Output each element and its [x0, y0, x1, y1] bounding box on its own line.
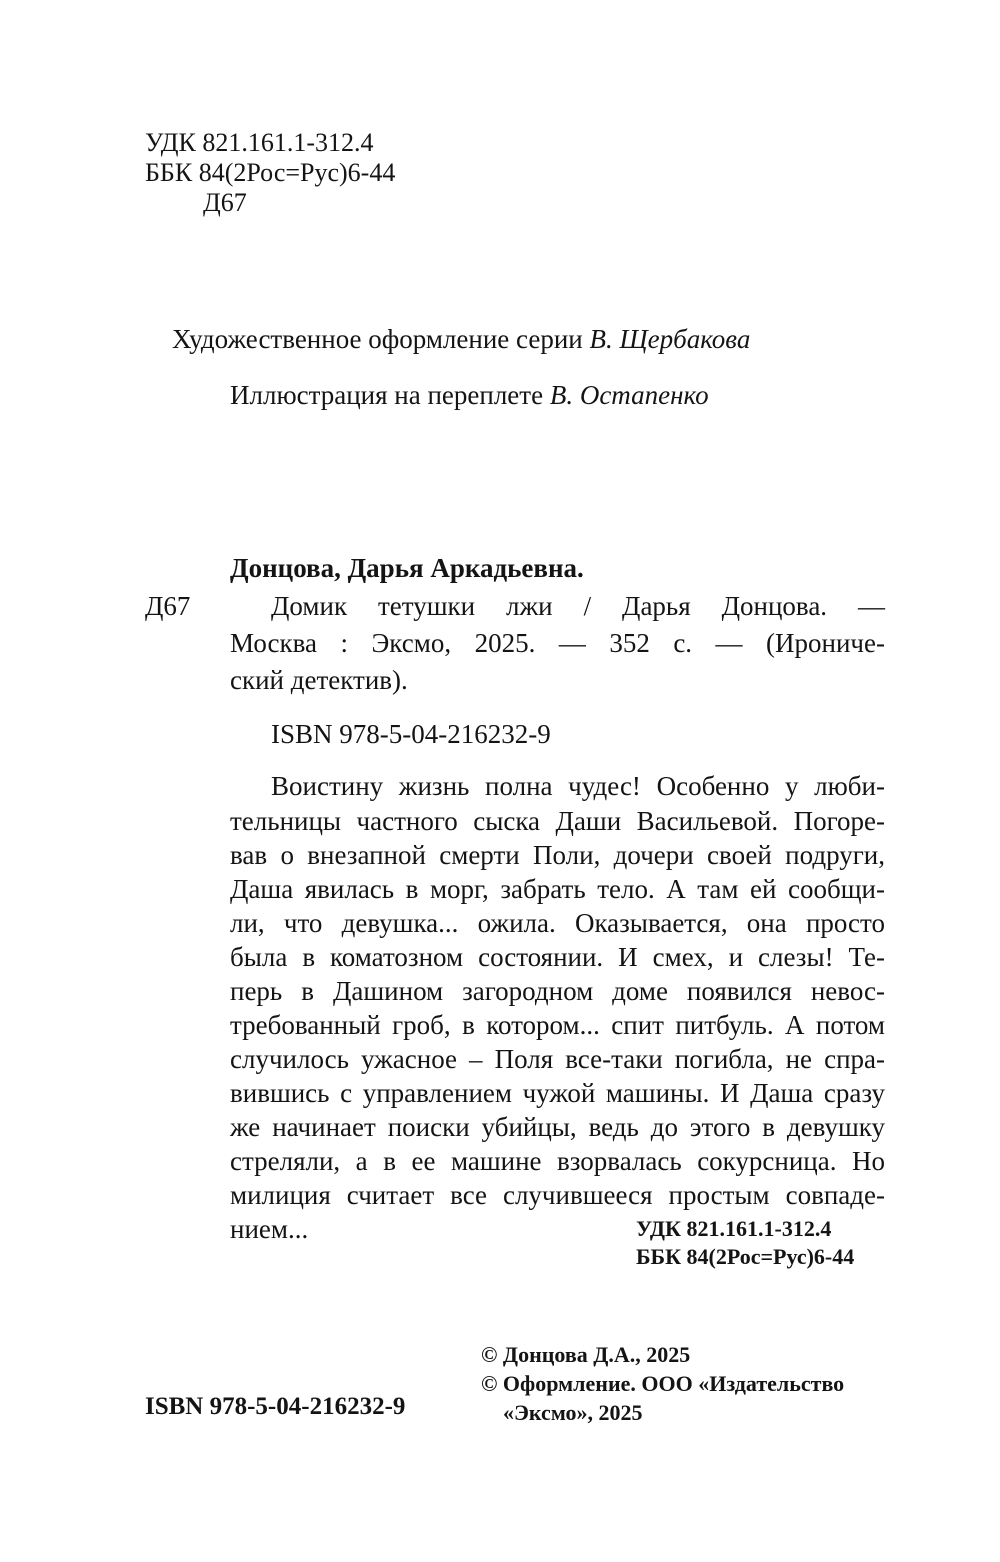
series-design-credit [172, 324, 750, 355]
series-design-name: В. Щербакова [589, 324, 751, 354]
annotation-line: стреляли, а в ее машине взорвалась сокурсница. Но [230, 1146, 885, 1176]
illustration-credit [230, 380, 709, 411]
annotation-line: была в коматозном состоянии. И смех, и слезы! Те- [230, 942, 885, 972]
description-line: Домик тетушки лжи / Дарья Донцова. — [271, 591, 885, 621]
catalog-isbn: ISBN 978-5-04-216232-9 [271, 719, 551, 749]
description-line: ский детектив). [230, 665, 408, 695]
copyright-author: © Донцова Д.А., 2025 [481, 1342, 691, 1367]
illustration-label: Иллюстрация на переплете [230, 380, 544, 410]
annotation-line: вившись с управлением чужой машины. И Даша сразу [230, 1078, 885, 1108]
illustration-name: В. Остапенко [549, 380, 709, 410]
author-heading: Донцова, Дарья Аркадьевна. [230, 553, 584, 583]
annotation-line: милиция считает все случившееся простым совпаде- [230, 1180, 885, 1210]
annotation-line: Воистину жизнь полна чудес! Особенно у люби- [271, 771, 885, 801]
annotation-line: требованный гроб, в котором... спит питбуль. А потом [230, 1010, 885, 1040]
annotation-line: перь в Дашином загородном доме появился невос- [230, 976, 885, 1006]
bbk-code: ББК 84(2Рос=Рус)6-44 [145, 158, 396, 187]
catalog-code: Д67 [145, 591, 191, 621]
udk-code: УДК 821.161.1-312.4 [145, 128, 374, 157]
footer-isbn: ISBN 978-5-04-216232-9 [145, 1393, 406, 1420]
annotation-line: нием... [230, 1214, 309, 1244]
udk-code-bold: УДК 821.161.1-312.4 [636, 1216, 832, 1241]
author-mark: Д67 [203, 188, 247, 217]
annotation-line: случилось ужасное – Поля все-таки погибла, не спра- [230, 1044, 885, 1074]
annotation-line: же начинает поиски убийцы, ведь до этого в девушку [230, 1112, 885, 1142]
annotation-line: вав о внезапной смерти Поли, дочери своей подруги, [230, 840, 885, 870]
series-design-label: Художественное оформление серии [172, 324, 583, 354]
copyright-design: © Оформление. ООО «Издательство [481, 1371, 845, 1396]
annotation-line: тельницы частного сыска Даши Васильевой. Погоре- [230, 806, 885, 836]
annotation-line: Даша явилась в морг, забрать тело. А там ей сообщи- [230, 874, 885, 904]
description-line: Москва : Эксмо, 2025. — 352 с. — (Ирониче- [230, 628, 885, 658]
copyright-design-continued: «Эксмо», 2025 [503, 1400, 643, 1425]
bbk-code-bold: ББК 84(2Рос=Рус)6-44 [636, 1244, 855, 1269]
annotation-line: ли, что девушка... ожила. Оказывается, она просто [230, 908, 885, 938]
